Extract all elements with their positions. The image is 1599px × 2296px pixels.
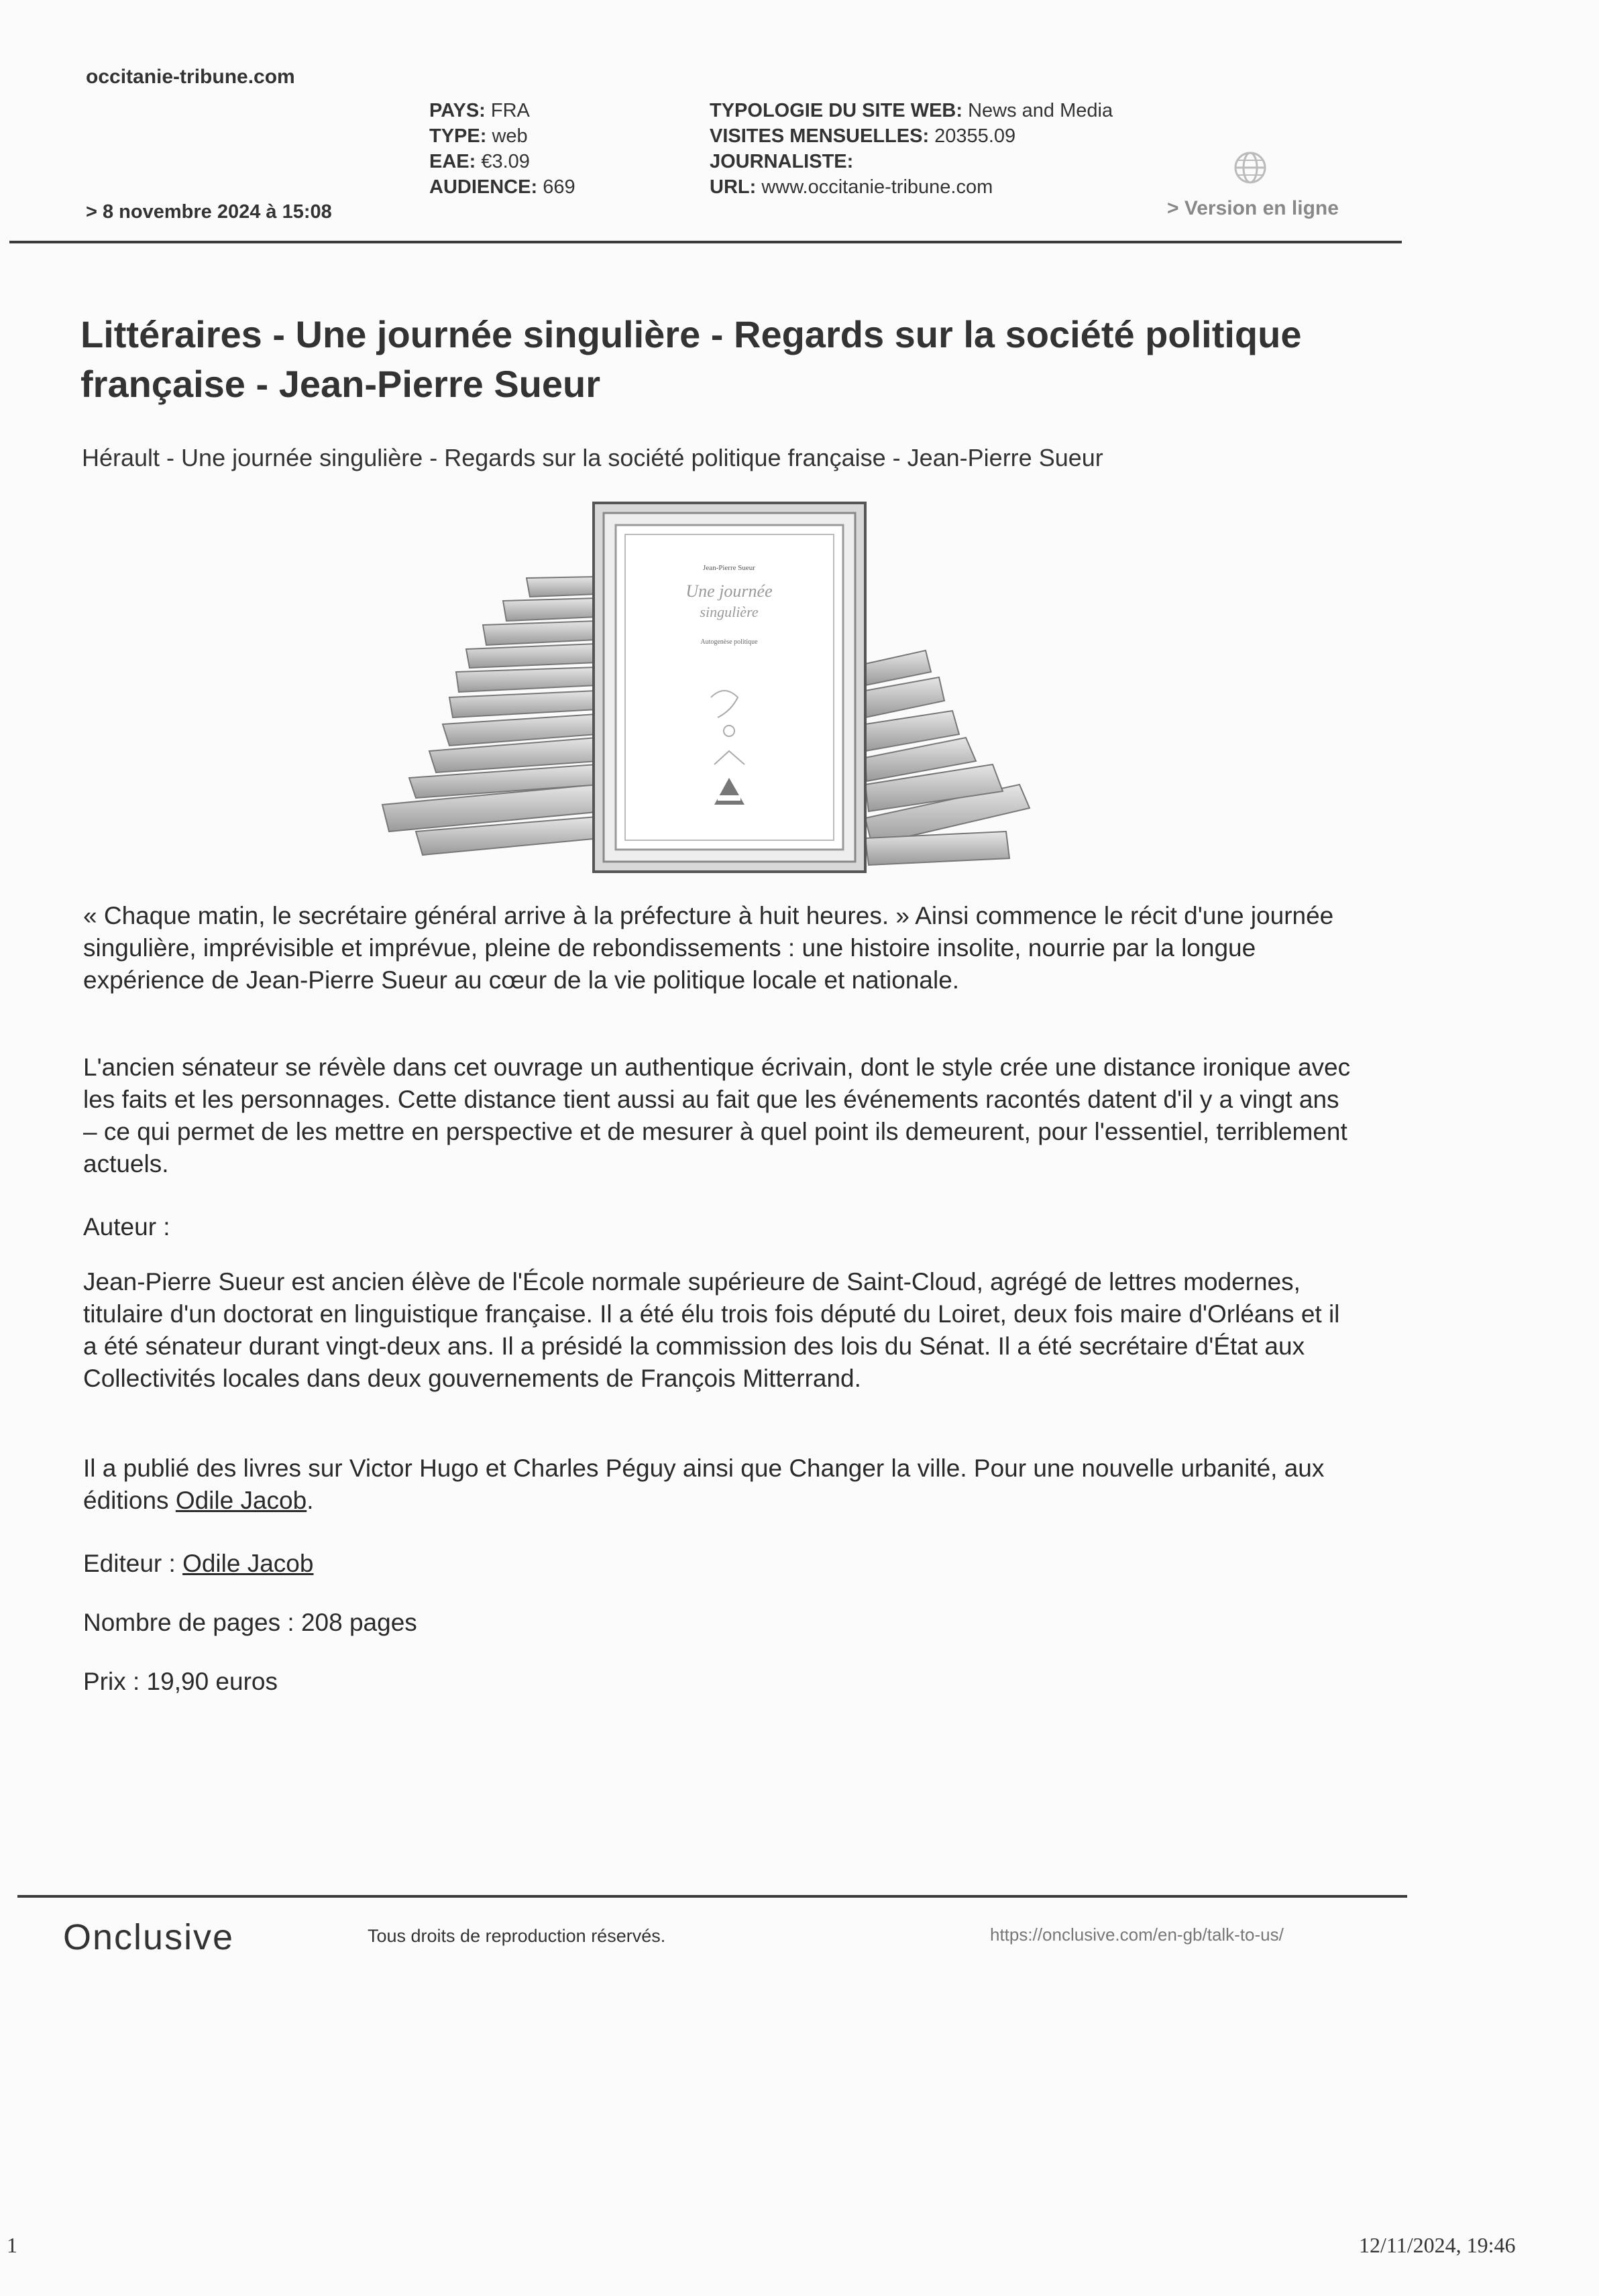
cover-title-line2: singulière <box>700 604 759 620</box>
article-lede: Hérault - Une journée singulière - Regards sur la société politique française - Jean-Pierre Sueur <box>82 444 1103 471</box>
copyright-notice: Tous droits de reproduction réservés. <box>368 1926 666 1946</box>
page-number: 1 <box>7 2233 17 2257</box>
page-count: Nombre de pages : 208 pages <box>83 1609 417 1636</box>
paragraph-author-bio <box>83 1266 1351 1395</box>
paragraph-text: « Chaque matin, le secrétaire général arrive à la préfecture à huit heures. » Ainsi commence le récit d'une journée singulière, imprévisible et imprévue, pleine de rebondissements : une histoire insolite, nourrie par la longue expérience de Jean-Pierre Sueur au cœur de la vie politique locale et nationale. <box>83 902 1334 994</box>
footer-url[interactable]: https://onclusive.com/en-gb/talk-to-us/ <box>990 1925 1284 1945</box>
editor-link[interactable]: Odile Jacob <box>182 1550 314 1577</box>
meta-value: web <box>492 125 528 147</box>
meta-row <box>710 149 1113 174</box>
editor-line <box>83 1548 1351 1580</box>
book-stack-left <box>382 577 604 855</box>
meta-label: PAYS: <box>429 100 486 121</box>
header-divider <box>9 241 1402 243</box>
publication-date: > 8 novembre 2024 à 15:08 <box>86 201 332 223</box>
book-cover-image <box>376 496 1033 878</box>
meta-row <box>710 174 1113 200</box>
meta-label: TYPE: <box>429 125 487 147</box>
book-frame <box>594 503 865 872</box>
meta-value: FRA <box>490 100 530 121</box>
meta-row <box>710 123 1113 149</box>
globe-icon <box>1233 150 1268 185</box>
book-stack-right <box>865 650 1030 865</box>
meta-label: JOURNALISTE: <box>710 151 854 172</box>
meta-row <box>710 98 1113 123</box>
meta-label: URL: <box>710 176 757 198</box>
meta-value: 669 <box>543 176 575 198</box>
meta-right <box>710 98 1113 200</box>
meta-left <box>429 98 575 200</box>
price: Prix : 19,90 euros <box>83 1668 278 1695</box>
meta-value: €3.09 <box>481 151 530 172</box>
site-name: occitanie-tribune.com <box>86 66 295 88</box>
meta-row <box>429 149 575 174</box>
paragraph-text <box>83 1452 1351 1517</box>
meta-label: TYPOLOGIE DU SITE WEB: <box>710 100 963 121</box>
editor-label: Editeur : <box>83 1550 183 1577</box>
meta-value: www.occitanie-tribune.com <box>761 176 993 198</box>
footer-divider <box>17 1895 1407 1898</box>
print-timestamp: 12/11/2024, 19:46 <box>1359 2233 1516 2257</box>
meta-row <box>429 123 575 149</box>
paragraph-intro <box>83 900 1351 996</box>
meta-label: EAE: <box>429 151 476 172</box>
meta-label: AUDIENCE: <box>429 176 538 198</box>
meta-row <box>429 174 575 200</box>
cover-author: Jean-Pierre Sueur <box>703 564 755 572</box>
author-heading: Auteur : <box>83 1213 170 1241</box>
article-title: Littéraires - Une journée singulière - Regards sur la société politique française - Jean-Pierre Sueur <box>80 313 1302 405</box>
meta-value: 20355.09 <box>934 125 1016 147</box>
cover-subtitle: Autogenèse politique <box>700 638 758 646</box>
paragraph-text-end: . <box>307 1487 314 1514</box>
paragraph-text: L'ancien sénateur se révèle dans cet ouvrage un authentique écrivain, dont le style crée une distance ironique avec les faits et les personnages. Cette distance tient aussi au fait que les événements racontés datent d'il y a vingt ans – ce qui permet de les mettre en perspective et de mesurer à quel point ils demeurent, pour l'essentiel, terriblement actuels. <box>83 1053 1351 1178</box>
meta-label: VISITES MENSUELLES: <box>710 125 930 147</box>
publisher-link[interactable]: Odile Jacob <box>175 1487 307 1514</box>
paragraph-text-part: Il a publié des livres sur Victor Hugo et Charles Péguy ainsi que Changer la ville. Pour une nouvelle urbanité, aux éditions <box>83 1454 1325 1514</box>
onclusive-logo: Onclusive <box>63 1917 235 1957</box>
meta-value: News and Media <box>968 100 1113 121</box>
cover-title-line1: Une journée <box>685 581 773 601</box>
meta-row <box>429 98 575 123</box>
paragraph-publications <box>83 1452 1351 1517</box>
online-version-link[interactable]: > Version en ligne <box>1167 197 1339 219</box>
paragraph-review <box>83 1051 1351 1180</box>
paragraph-text: Jean-Pierre Sueur est ancien élève de l'École normale supérieure de Saint-Cloud, agrégé de lettres modernes, titulaire d'un doctorat en linguistique française. Il a été élu trois fois député du Loiret, deux fois maire d'Orléans et il a été sénateur durant vingt-deux ans. Il a présidé la commission des lois du Sénat. Il a été secrétaire d'État aux Collectivités locales dans deux gouvernements de François Mitterrand. <box>83 1268 1340 1392</box>
